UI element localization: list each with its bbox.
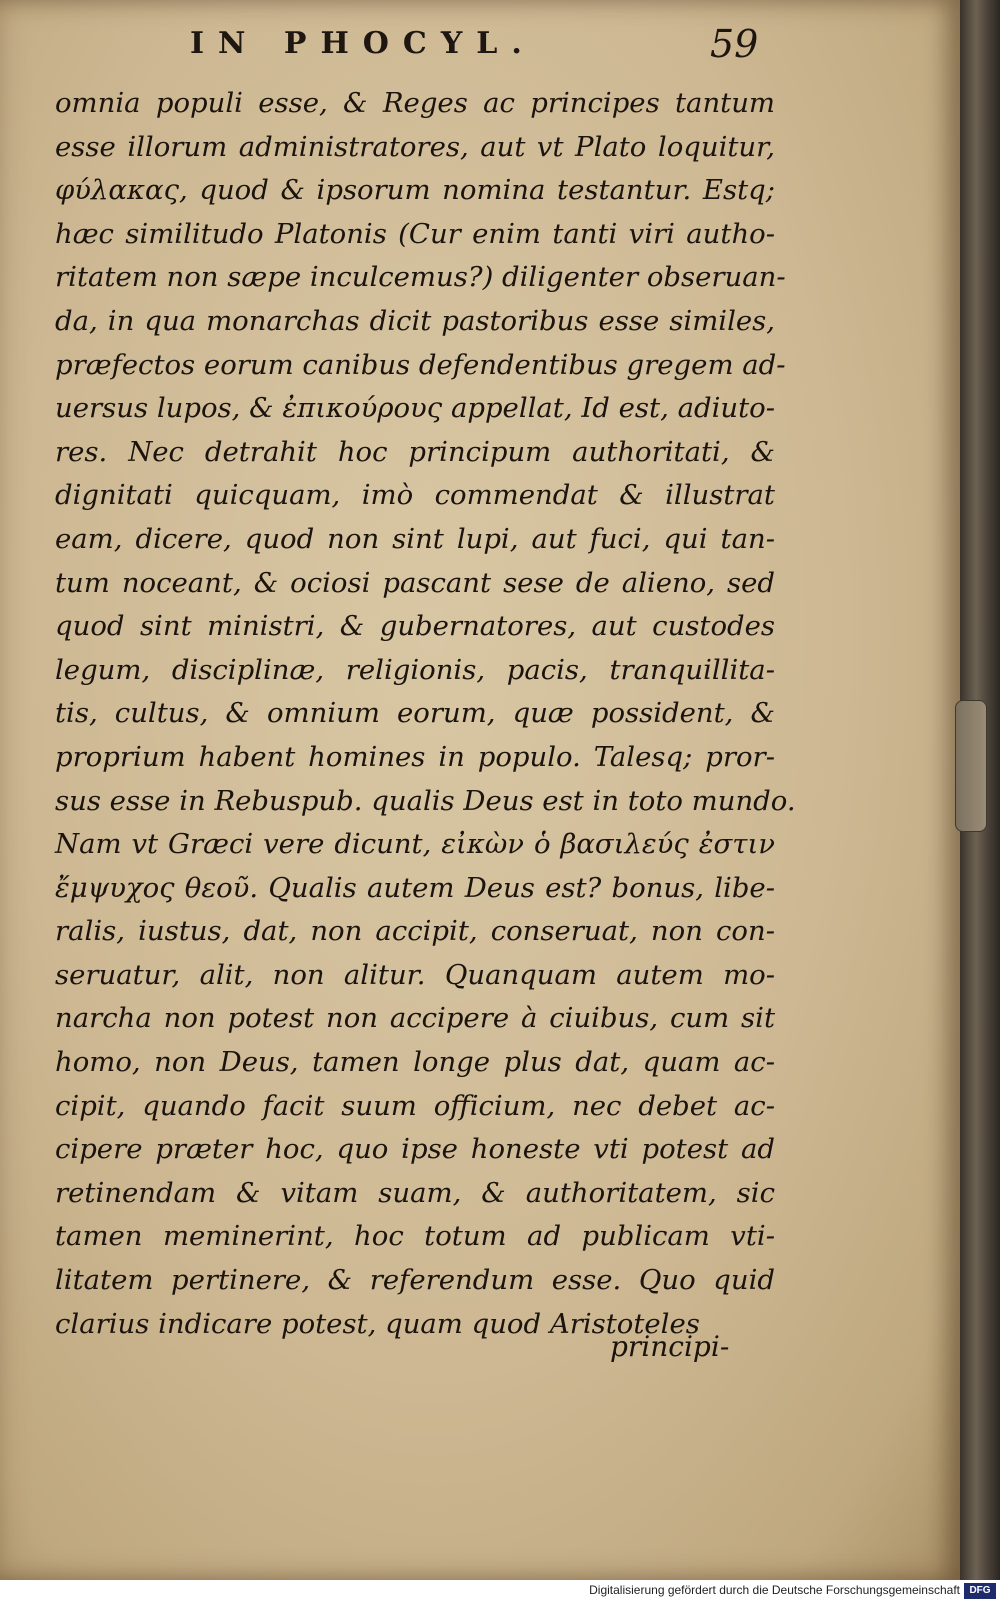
digitization-credit: Digitalisierung gefördert durch die Deutsche Forschungsgemeinschaft (589, 1583, 960, 1597)
text-line: narcha non potest non accipere à ciuibus, cum sit (55, 1002, 775, 1035)
body-text (55, 82, 796, 1346)
text-line: Nam vt Græci vere dicunt, εἰκὼν ὁ βασιλεύς ἐστιν (55, 828, 775, 861)
text-line: præfectos eorum canibus defendentibus gregem ad- (55, 348, 786, 381)
text-line: esse illorum administratores, aut vt Plato loquitur, (55, 130, 775, 163)
text-line: tamen meminerint, hoc totum ad publicam vti- (55, 1220, 775, 1253)
text-line: ralis, iustus, dat, non accipit, conseruat, non con- (55, 915, 775, 948)
text-line: sus esse in Rebuspub. qualis Deus est in toto mundo. (55, 784, 796, 817)
text-line: homo, non Deus, tamen longe plus dat, quam ac- (55, 1046, 775, 1079)
text-line: legum, disciplinæ, religionis, pacis, tranquillita- (55, 653, 775, 686)
running-head: IN PHOCYL. (190, 26, 536, 61)
catchword: principi- (610, 1330, 730, 1363)
dfg-logo: DFG (964, 1583, 996, 1599)
text-line: hæc similitudo Platonis (Cur enim tanti viri autho- (55, 217, 775, 250)
text-line: ritatem non sæpe inculcemus?) diligenter obseruan- (55, 261, 786, 294)
text-line: retinendam & vitam suam, & authoritatem, sic (55, 1176, 775, 1209)
text-line: litatem pertinere, & referendum esse. Quo quid (55, 1264, 775, 1297)
text-line: uersus lupos, & ἐπικούρους appellat, Id est, adiuto- (55, 392, 775, 425)
text-line: quod sint ministri, & gubernatores, aut custodes (55, 610, 775, 643)
text-line: dignitati quicquam, imò commendat & illustrat (55, 479, 775, 512)
text-line: omnia populi esse, & Reges ac principes tantum (55, 87, 775, 119)
page-tab-marker (955, 700, 987, 832)
text-line: tum noceant, & ociosi pascant sese de alieno, sed (55, 566, 775, 599)
footer-bar (0, 1580, 1000, 1603)
text-line: clarius indicare potest, quam quod Aristoteles (55, 1307, 700, 1340)
text-line: da, in qua monarchas dicit pastoribus esse similes, (55, 304, 775, 337)
text-line: eam, dicere, quod non sint lupi, aut fuci, qui tan- (55, 522, 775, 555)
text-line: φύλακας, quod & ipsorum nomina testantur. Estq; (55, 174, 775, 207)
page-number: 59 (710, 22, 759, 66)
text-line: ἔμψυχος θεοῦ. Qualis autem Deus est? bonus, libe- (55, 871, 775, 904)
text-line: seruatur, alit, non alitur. Quanquam autem mo- (55, 958, 775, 991)
text-line: proprium habent homines in populo. Talesq; pror- (55, 740, 775, 773)
text-line: tis, cultus, & omnium eorum, quæ possident, & (55, 697, 775, 730)
page-header (190, 22, 790, 72)
text-line: res. Nec detrahit hoc principum authoritati, & (55, 435, 775, 468)
text-line: cipere præter hoc, quo ipse honeste vti potest ad (55, 1133, 775, 1166)
text-line: cipit, quando facit suum officium, nec debet ac- (55, 1089, 775, 1122)
